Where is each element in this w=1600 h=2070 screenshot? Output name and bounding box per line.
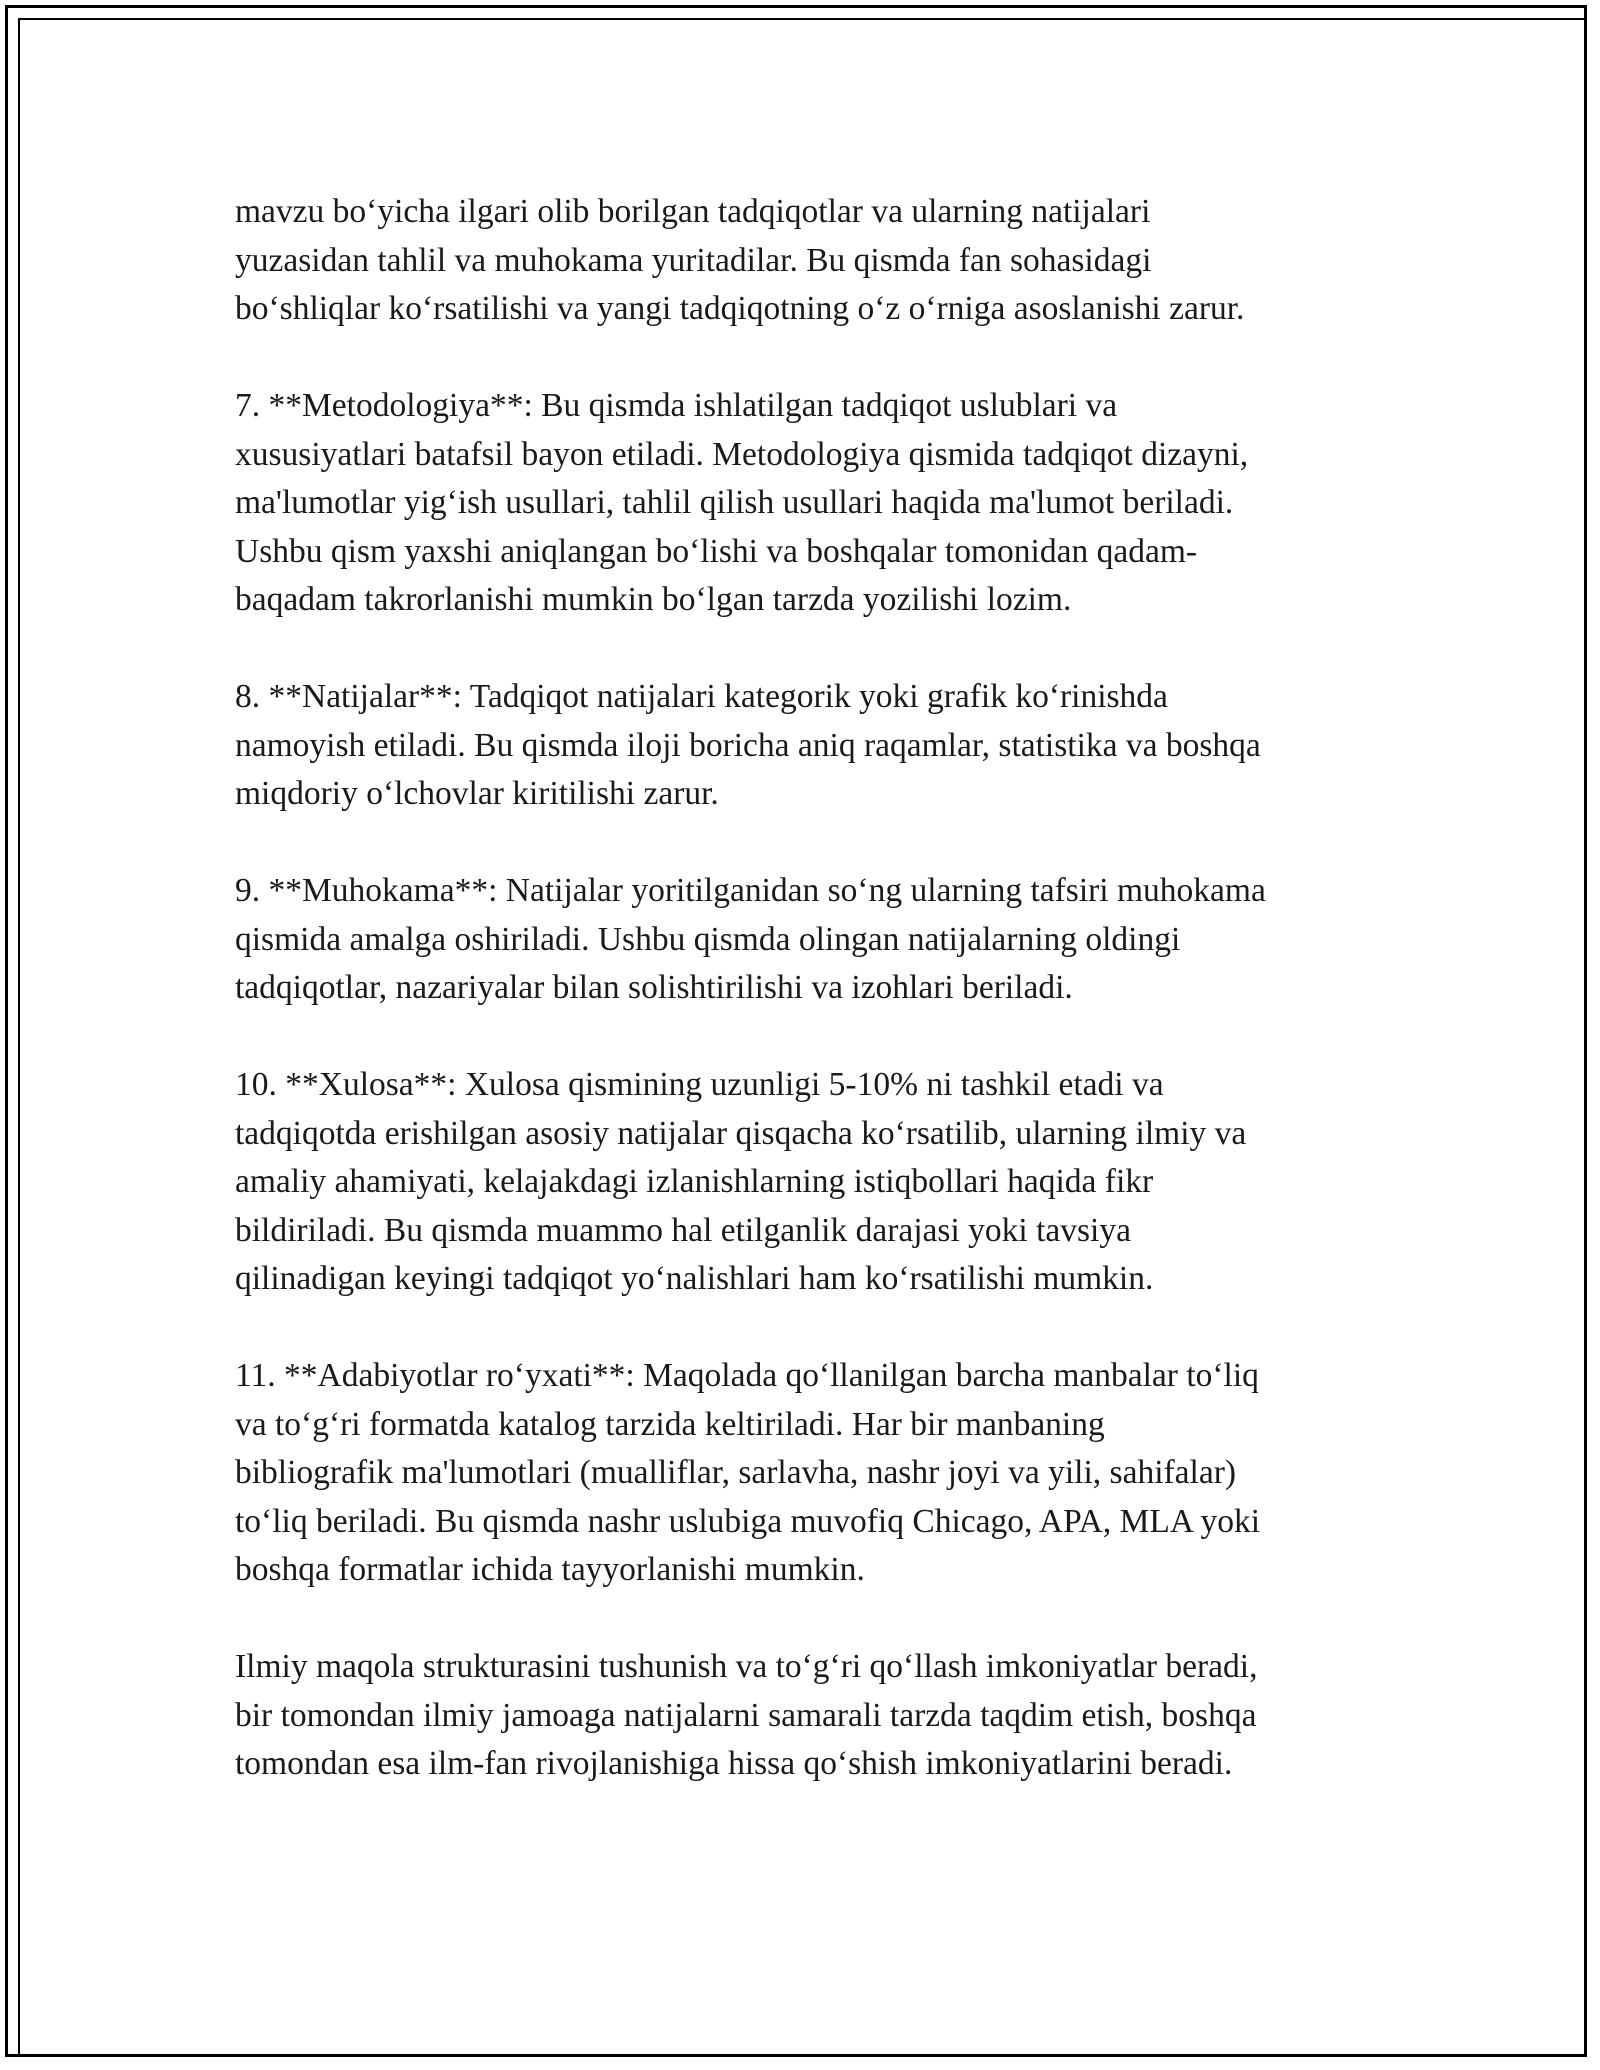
document-body [235, 188, 1375, 1789]
paragraph-closing-summary: Ilmiy maqola strukturasini tushunish va to‘g‘ri qo‘llash imkoniyatlar beradi, bir tomondan ilmiy jamoaga natijalarni samarali tarzda taqdim etish, boshqa tomondan esa ilm-fan rivojlanishiga hissa qo‘shish imkoniyatlarini beradi. [235, 1648, 1258, 1782]
paragraph-literature-review-continuation: mavzu bo‘yicha ilgari olib borilgan tadqiqotlar va ularning natijalari yuzasidan tahlil va muhokama yuritadilar. Bu qismda fan sohasidagi bo‘shliqlar ko‘rsatilishi va yangi tadqiqotning o‘z o‘rniga asoslanishi zarur. [235, 193, 1245, 327]
paragraph-methodology: 7. **Metodologiya**: Bu qismda ishlatilgan tadqiqot uslublari va xususiyatlari batafsil bayon etiladi. Metodologiya qismida tadqiqot dizayni, ma'lumotlar yig‘ish usullari, tahlil qilish usullari haqida ma'lumot beriladi. Ushbu qism yaxshi aniqlangan bo‘lishi va boshqalar tomonidan qadam- baqadam takrorlanishi mumkin bo‘lgan tarzda yozilishi lozim. [235, 387, 1249, 618]
paragraph-results: 8. **Natijalar**: Tadqiqot natijalari kategorik yoki grafik ko‘rinishda namoyish etiladi. Bu qismda iloji boricha aniq raqamlar, statistika va boshqa miqdoriy o‘lchovlar kiritilishi zarur. [235, 678, 1261, 812]
paragraph-references: 11. **Adabiyotlar ro‘yxati**: Maqolada qo‘llanilgan barcha manbalar to‘liq va to‘g‘ri formatda katalog tarzida keltiriladi. Har bir manbaning bibliografik ma'lumotlari (mualliflar, sarlavha, nashr joyi va yili, sahifalar) to‘liq beriladi. Bu qismda nashr uslubiga muvofiq Chicago, APA, MLA yoki boshqa formatlar ichida tayyorlanishi mumkin. [235, 1357, 1261, 1588]
paragraph-conclusion: 10. **Xulosa**: Xulosa qismining uzunligi 5-10% ni tashkil etadi va tadqiqotda erishilgan asosiy natijalar qisqacha ko‘rsatilib, ularning ilmiy va amaliy ahamiyati, kelajakdagi izlanishlarning istiqbollari haqida fikr bildiriladi. Bu qismda muammo hal etilganlik darajasi yoki tavsiya qilinadigan keyingi tadqiqot yo‘nalishlari ham ko‘rsatilishi mumkin. [235, 1066, 1247, 1297]
paragraph-discussion: 9. **Muhokama**: Natijalar yoritilganidan so‘ng ularning tafsiri muhokama qismida amalga oshiriladi. Ushbu qismda olingan natijalarning oldingi tadqiqotlar, nazariyalar bilan solishtirilishi va izohlari beriladi. [235, 872, 1266, 1006]
